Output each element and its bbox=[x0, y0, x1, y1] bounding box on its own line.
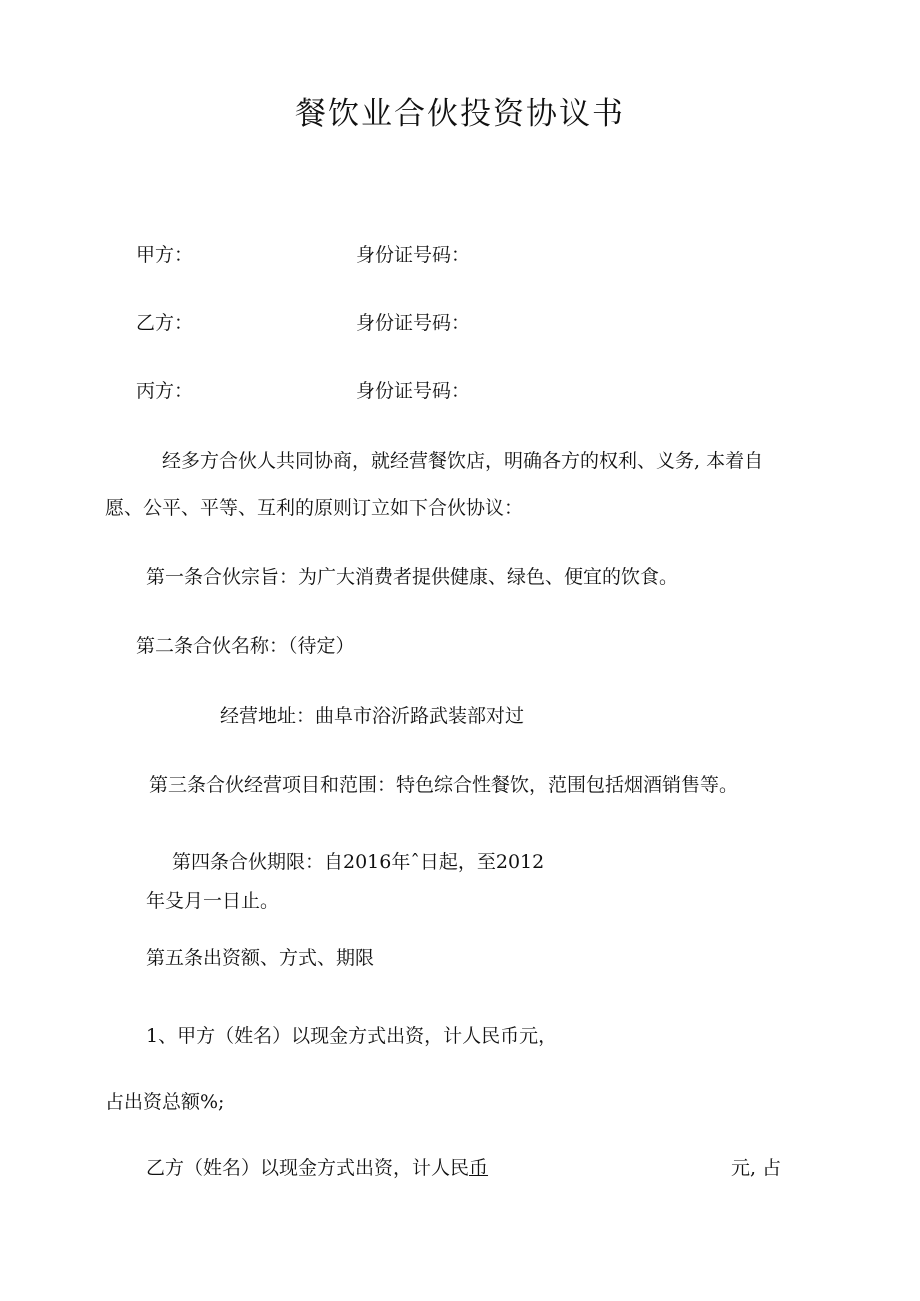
article-5-item-2-left bbox=[146, 1154, 488, 1182]
article-5-item-2-right: 元, 占 bbox=[731, 1157, 782, 1179]
intro-line-2: 愿、公平、平等、互利的原则订立如下合伙协议： bbox=[105, 497, 524, 519]
article-5-item-2-text: 乙方（姓名）以现金方式出资，计人民 bbox=[146, 1157, 470, 1179]
article-3: 第三条合伙经营项目和范围：特色综合性餐饮，范围包括烟酒销售等。 bbox=[149, 774, 739, 796]
article-2: 第二条合伙名称：（待定） bbox=[136, 635, 355, 657]
party-a-id-label: 身份证号码： bbox=[356, 244, 471, 266]
article-5-item-2-currency-char: 币 bbox=[469, 1157, 489, 1179]
article-5-heading: 第五条出资额、方式、期限 bbox=[146, 947, 375, 969]
party-b-label: 乙方： bbox=[136, 312, 194, 334]
article-1: 第一条合伙宗旨：为广大消费者提供健康、绿色、便宜的饮食。 bbox=[146, 566, 679, 588]
party-c-id-label: 身份证号码： bbox=[356, 380, 471, 402]
party-a-label: 甲方： bbox=[136, 244, 194, 266]
article-5-item-1-line-2: 占出资总额%; bbox=[105, 1091, 225, 1113]
intro-line-1: 经多方合伙人共同协商，就经营餐饮店，明确各方的权利、义务, 本着自 bbox=[162, 450, 764, 472]
business-address: 经营地址：曲阜市浴沂路武装部对过 bbox=[220, 705, 525, 727]
article-5-item-1-line-1: 1、甲方（姓名）以现金方式出资，计人民币元， bbox=[146, 1025, 558, 1047]
party-b-id-label: 身份证号码： bbox=[356, 312, 471, 334]
article-4-line-2: 年殳月一日止。 bbox=[146, 890, 280, 912]
article-4-line-1: 第四条合伙期限：自2016年ˆ日起，至2012 bbox=[172, 851, 545, 873]
document-title: 餐饮业合伙投资协议书 bbox=[295, 96, 625, 132]
party-c-label: 丙方： bbox=[136, 380, 194, 402]
